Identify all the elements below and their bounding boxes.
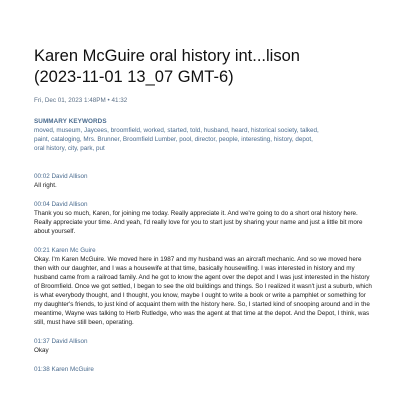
document-title bbox=[34, 0, 372, 88]
keywords-list bbox=[34, 126, 372, 153]
transcript-entry bbox=[34, 172, 372, 190]
document-meta: Fri, Dec 01, 2023 1:48PM • 41:32 bbox=[34, 97, 128, 104]
speaker-timestamp: 00:21 Karen Mc Guire bbox=[34, 247, 96, 254]
utterance-text bbox=[34, 181, 372, 190]
utterance-line: the meantime, Wayne was talking to Herb Rutledge, who was the agent at that time at the depot. And bbox=[34, 301, 370, 317]
utterance-text bbox=[34, 255, 372, 327]
utterance-line: Okay bbox=[34, 347, 49, 354]
utterance-text bbox=[34, 209, 372, 236]
keywords-line-1: moved, museum, Jaycees, broomfield, worked, started, told, husband, heard, historical society, talked, bbox=[34, 127, 319, 134]
utterance-line: thought, you know, maybe I ought to write a book or write a pamphlet or something for my daughter's bbox=[34, 292, 366, 308]
utterance-line: interested in history and my husband came from a railroad family. And he got to know the agent over bbox=[34, 265, 355, 281]
utterance-line: Okay. I'm Karen McGuire. We moved here in 1987 and my husband was an aircraft mechanic. And so bbox=[34, 256, 317, 263]
transcript-entry bbox=[34, 337, 372, 355]
utterance-line: history here. Really appreciate your time. And yeah, I'd really love for you to start just by sharing your bbox=[34, 210, 358, 226]
transcript-entry bbox=[34, 246, 372, 327]
title-line-1: Karen McGuire oral history int...lison bbox=[34, 47, 300, 65]
keywords-line-2: paint, cataloging, Mrs. Brunner, Broomfield Lumber, pool, director, people, interesting, history, depot, bbox=[34, 136, 313, 143]
speaker-timestamp: 00:02 David Allison bbox=[34, 173, 88, 180]
speaker-timestamp: 01:37 David Allison bbox=[34, 338, 88, 345]
utterance-line: All right. bbox=[34, 182, 57, 189]
utterance-line: friends, to just kind of acquaint them with the history here. So, I started kind of snooping around and in bbox=[75, 301, 360, 308]
keywords-line-3: oral history, city, park, put bbox=[34, 145, 105, 152]
title-line-2: (2023-11-01 13_07 GMT-6) bbox=[34, 68, 234, 86]
speaker-timestamp: 00:04 David Allison bbox=[34, 201, 88, 208]
utterance-line: name and just a little bit more about yourself. bbox=[34, 219, 363, 235]
transcript-entry bbox=[34, 200, 372, 236]
utterance-line: the depot and I was just interested in the history of Broomfield. Once we got settled, I began to see the bbox=[34, 274, 370, 290]
keywords-heading: SUMMARY KEYWORDS bbox=[34, 118, 107, 125]
utterance-line: we moved here then with our daughter, and I was a housewife at that time, basically housewifing. I was bbox=[34, 256, 362, 272]
utterance-line: the Depot, I think, was still, must have still been, operating. bbox=[34, 310, 370, 326]
utterance-line: Thank you so much, Karen, for joining me today. Really appreciate it. And we're going to do a short oral bbox=[34, 210, 322, 217]
utterance-line: old buildings and things. So I realized it wasn't just a suburb, which is what everybody thought, and I bbox=[34, 283, 372, 299]
transcript-entry bbox=[34, 365, 372, 374]
speaker-timestamp: 01:38 Karen McGuire bbox=[34, 366, 94, 373]
utterance-text bbox=[34, 346, 372, 355]
